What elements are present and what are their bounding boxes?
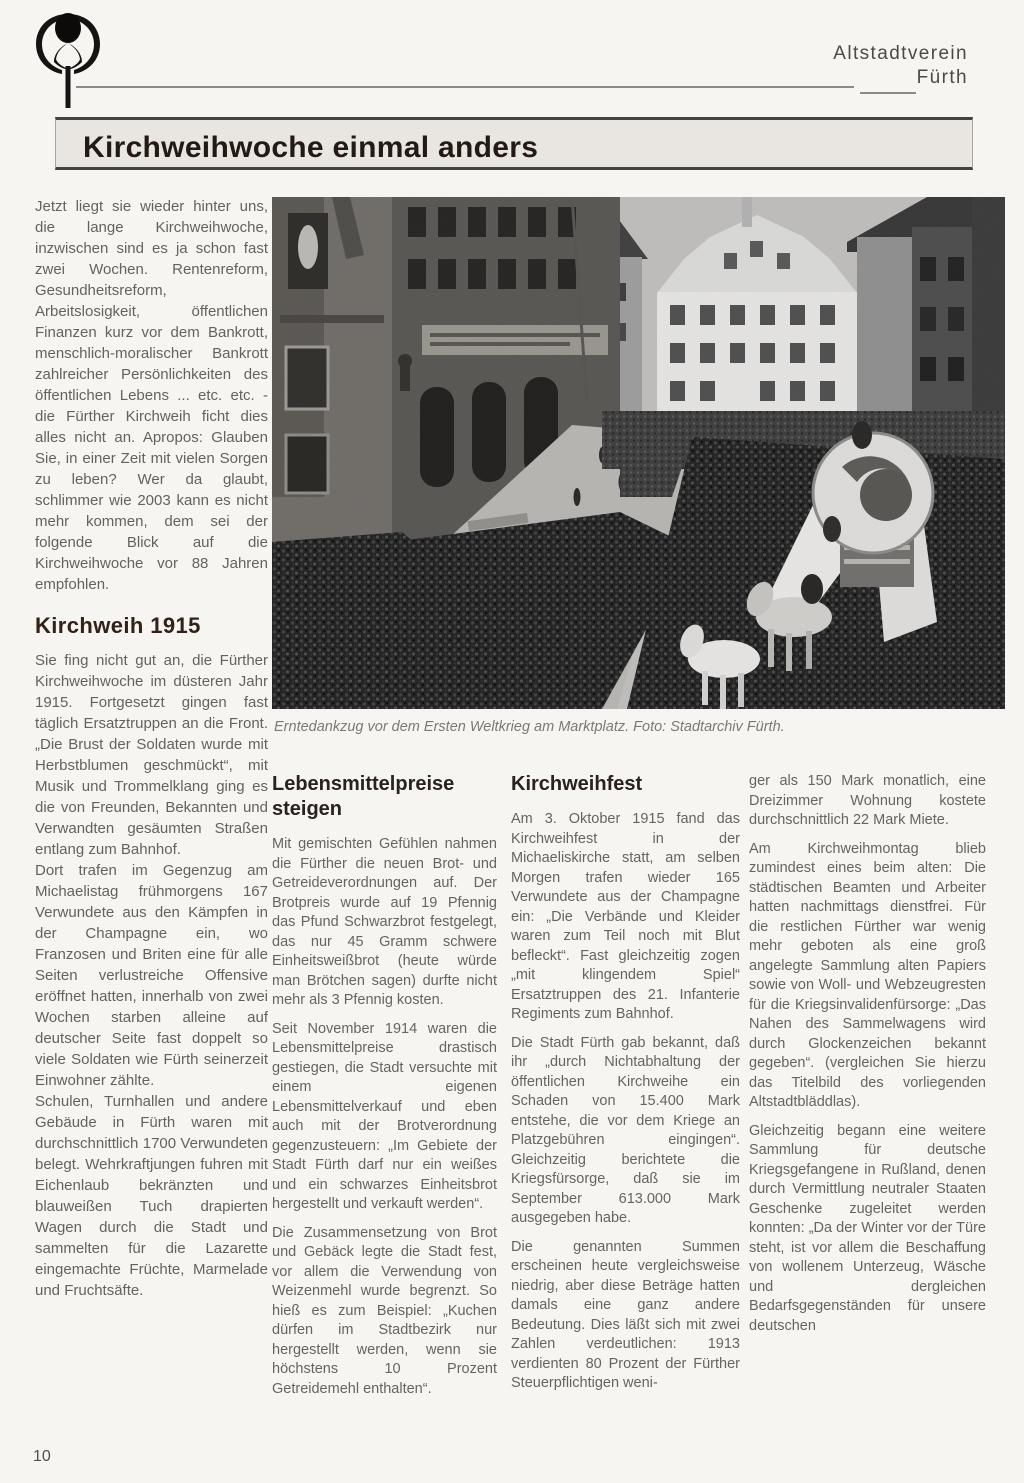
page-title: Kirchweihwoche einmal anders	[83, 131, 539, 164]
paragraph: Schulen, Turnhallen und andere Gebäude in Fürth waren mit durchschnittlich 1700 Verwundeten belegt. Wehrkraftjungen fuhren mit Eichenlaub bekränzten und blauweißen Tuch drapierten Wagen durch die Stadt und sammelten für die Lazarette eingemachte Früchte, Marmelade und Fruchtsäfte.	[35, 1093, 268, 1299]
brand-line-2: Fürth	[916, 67, 968, 88]
paragraph: Am 3. Oktober 1915 fand das Kirchweihfest in der Michaeliskirche statt, am selben Morgen trafen wieder 165 Verwundete aus der Champagne ein: „Die Verbände und Kleider waren zum Teil noch mit Blut befleckt“. Fast gleichzeitig zogen „mit klingendem Spiel“ Ersatztruppen des 21. Infanterie Regiments zum Bahnhof.	[511, 811, 740, 1022]
paragraph: ger als 150 Mark monatlich, eine Dreizimmer Wohnung kostete durchschnittlich 22 Mark Miete.	[749, 773, 986, 828]
intro-paragraph: Jetzt liegt sie wieder hinter uns, die lange Kirchweihwoche, inzwischen sind es ja schon fast zwei Wochen. Rentenreform, Gesundheitsreform, Arbeitslosigkeit, öffentlichen Finanzen kurz vor dem Bankrott, menschlich-moralischer Bankrott zahlreicher Persönlichkeiten des öffentlichen Lebens ... etc. etc. - die Fürther Kirchweih ficht dies alles nicht an. Apropos: Glauben Sie, in einer Zeit mit vielen Sorgen zu leben? Wer da glaubt, schlimmer wie 2003 kann es nicht mehr kommen, dem sei der folgende Blick auf die Kirchweihwoche vor 88 Jahren empfohlen.	[35, 198, 268, 593]
paragraph: Die genannten Summen erscheinen heute vergleichsweise niedrig, aber diese Beträge hatten damals eine ganz andere Bedeutung. Dies läßt sich mit zwei Zahlen verdeutlichen: 1913 verdienten 80 Prozent der Fürther Steuerpflichtigen weni-	[511, 1238, 740, 1391]
paragraph: Sie fing nicht gut an, die Fürther Kirchweihwoche im düsteren Jahr 1915. Fortgesetzt gingen fast täglich Ersatztruppen an die Front. „Die Brust der Soldaten wurde mit Herbstblumen geschmückt“, mit Musik und Trommelklang ging es die von Freunden, Bekannten und Verwandten gesäumten Straßen entlang zum Bahnhof.	[35, 652, 268, 858]
paragraph: Am Kirchweihmontag blieb zumindest eines beim alten: Die städtischen Beamten und Arbeiter hatten nachmittags dienstfrei. Für die restlichen Fürther war wenig mehr geboten als eine groß angelegte Sammlung alten Papiers sowie von Woll- und Webzeugresten für die Kriegsinvalidenfürsorge: „Das Nahen des Sammelwagens wird durch Glockenzeichen bekannt gegeben“. (vergleichen Sie hierzu das Titelbild des vorliegenden Altstadtbläddlas).	[749, 840, 986, 1110]
page-number: 10	[33, 1448, 51, 1465]
altstadtverein-flower-logo-icon	[26, 6, 110, 110]
article-title-bar	[55, 117, 973, 170]
paragraph: Mit gemischten Gefühlen nahmen die Fürther die neuen Brot- und Getreideverordnungen auf. Der Brotpreis wurde auf 19 Pfennig das Pfund Schwarzbrot festgelegt, das nur 45 Gramm schwere Einheitsweißbrot (heute würde man Brötchen sagen) durfte nicht mehr als 3 Pfennig kosten.	[272, 836, 497, 1008]
column-kirchweihfest	[511, 772, 740, 1480]
brand-line-1: Altstadtverein	[833, 43, 968, 64]
column-continuation	[749, 772, 986, 1480]
photo-caption: Erntedankzug vor dem Ersten Weltkrieg am Marktplatz. Foto: Stadtarchiv Fürth.	[274, 719, 785, 735]
paragraph: Die Stadt Fürth gab bekannt, daß ihr „durch Nichtabhaltung der öffentlichen Kirchweihe ein Schaden von 15.400 Mark entstehe, die vor dem Kriege an Platzgebühren eingingen“. Gleichzeitig berichtete die Kriegsfürsorge, daß sie im September 613.000 Mark ausgegeben habe.	[511, 1034, 740, 1226]
paragraph: Die Zusammensetzung von Brot und Gebäck legte die Stadt fest, vor allem die Verwendung von Weizenmehl wurde begrenzt. So hieß es zum Beispiel: „Kuchen dürfen im Stadtbezirk nur hergestellt werden, wenn sie höchstens 10 Prozent Getreidemehl enthalten“.	[272, 1224, 497, 1397]
section-heading-kirchweihfest: Kirchweihfest	[511, 773, 643, 795]
column-intro	[35, 196, 268, 1446]
header-rule	[76, 86, 854, 88]
paragraph: Dort trafen im Gegenzug am Michaelistag frühmorgens 167 Verwundete aus den Kämpfen in der Champagne ein, wo Franzosen und Briten eine für alle Seiten verlustreiche Offensive eröffnet hatten, innerhalb von zwei Wochen starben alleine auf deutscher Seite fast doppelt so viele Soldaten wie Fürth seinerzeit Einwohner zählte.	[35, 862, 268, 1089]
brand-wordmark	[833, 42, 968, 90]
paragraph: Seit November 1914 waren die Lebensmittelpreise drastisch gestiegen, die Stadt versuchte mit einem eigenen Lebensmittelverkauf und eben auch mit der Brotverordnung gegenzusteuern: „Im Gebiete der Stadt Fürth darf nur ein weißes und ein schwarzes Einheitsbrot hergestellt und verkauft werden“.	[272, 1020, 497, 1212]
section-heading-kirchweih-1915: Kirchweih 1915	[35, 613, 201, 638]
paragraph: Gleichzeitig begann eine weitere Sammlung für deutsche Kriegsgefangene in Rußland, denen durch Vermittlung neutraler Staaten Geschenke zugeleitet werden konnten: „Da der Winter vor der Türe steht, ist vor allem die Beschaffung von wollenem Unterzeug, Wäsche und dergleichen Bedarfsgegenständen für unsere deutschen	[749, 1122, 986, 1334]
photo-grain-overlay	[272, 197, 1005, 709]
historical-photo	[272, 197, 1005, 709]
header-rule-short	[860, 92, 916, 94]
section-heading-lebensmittelpreise: Lebensmittelpreise steigen	[272, 773, 455, 820]
column-lebensmittelpreise	[272, 772, 497, 1480]
